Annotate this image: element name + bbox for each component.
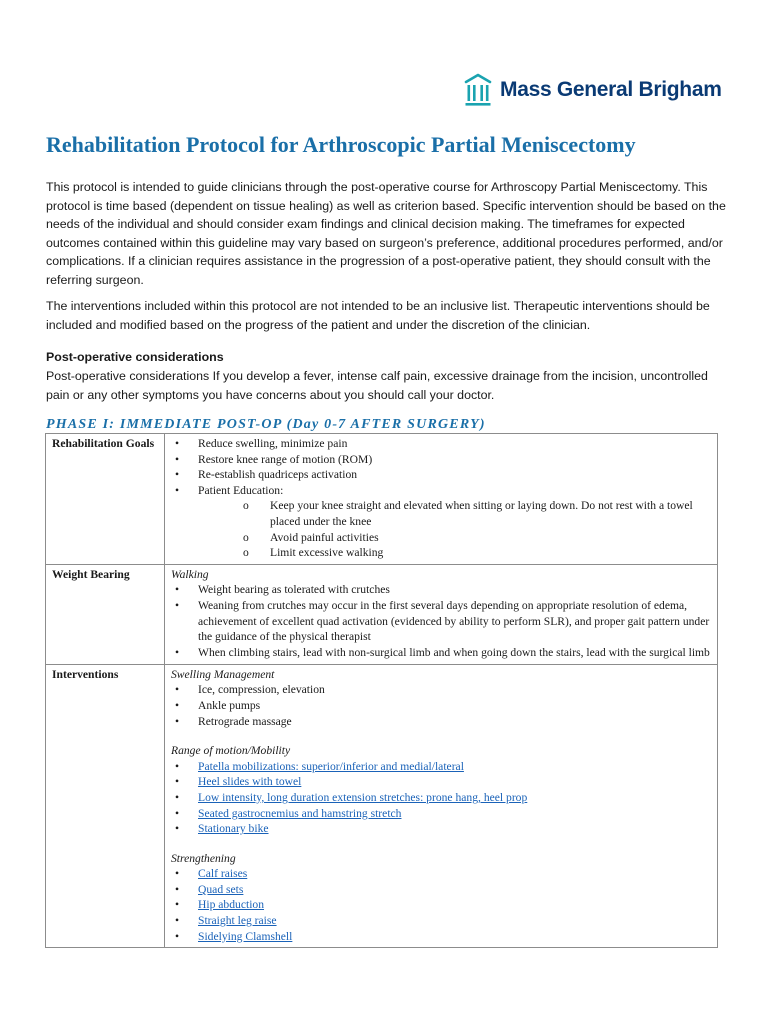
list-item [171, 866, 713, 882]
list-item: • Reduce swelling, minimize pain [171, 436, 713, 452]
list-item: • Retrograde massage [171, 714, 713, 730]
list-item [171, 913, 713, 929]
link-sidelying-clamshell[interactable]: Sidelying Clamshell [198, 929, 293, 943]
subheading-swelling: Swelling Management [171, 667, 275, 681]
subheading-walking: Walking [171, 567, 209, 581]
link-gastrocnemius-hamstring-stretch[interactable]: Seated gastrocnemius and hamstring stretch [198, 806, 402, 820]
phase-1-heading: PHASE I: IMMEDIATE POST-OP (Day 0-7 AFTER SURGERY) [46, 417, 486, 432]
weight-bearing-list [171, 582, 713, 660]
education-label: Patient Education: [198, 483, 284, 497]
link-extension-stretches[interactable]: Low intensity, long duration extension stretches: prone hang, heel prop [198, 790, 528, 804]
list-item: • When climbing stairs, lead with non-surgical limb and when going down the stairs, lead with the surgical limb [171, 645, 713, 661]
intro-paragraph: This protocol is intended to guide clinicians through the post-operative course for Arthroscopy Partial Meniscectomy. This protocol is time based (dependent on tissue healing) as well as criterion based. Specific intervention should be based on the needs of the individual and should consider exam findings and clinical decision making. The timeframes for expected outcomes contained within this guideline may vary based on surgeon’s preference, additional procedures performed, and/or complications. If a clinician requires assistance in the progression of a post-operative patient, they should consult with the referring surgeon. [46, 180, 726, 287]
list-item-education [171, 483, 713, 561]
list-item: • Weaning from crutches may occur in the first several days depending on appropriate resolution of edema, achievement of excellent quad activation (evidenced by ability to perform SLR), and proper gait pattern under the guidance of the physical therapist [171, 598, 713, 645]
considerations-body: Post-operative considerations If you develop a fever, intense calf pain, excessive drainage from the incision, uncontrolled pain or any other symptoms you have concerns about you should call your doctor. [46, 369, 708, 402]
strengthening-list [171, 866, 713, 944]
list-item [171, 759, 713, 775]
list-item: • Ankle pumps [171, 698, 713, 714]
link-calf-raises[interactable]: Calf raises [198, 867, 248, 881]
sublist-item: o Keep your knee straight and elevated when sitting or laying down. Do not rest with a towel placed under the knee [198, 498, 713, 529]
list-item: • Restore knee range of motion (ROM) [171, 452, 713, 468]
interventions-note: The interventions included within this protocol are not intended to be an inclusive list. Therapeutic interventions should be included and modified based on the progress of the patient and under the discretion of the clinician. [46, 299, 710, 332]
subheading-strengthening: Strengthening [171, 851, 236, 865]
list-item [171, 897, 713, 913]
list-item: • Re-establish quadriceps activation [171, 467, 713, 483]
table-row-weight-bearing [46, 564, 718, 664]
subheading-rom: Range of motion/Mobility [171, 744, 291, 758]
list-item: • Weight bearing as tolerated with crutches [171, 582, 713, 598]
row-label-goals: Rehabilitation Goals [46, 434, 165, 565]
table-row-goals [46, 434, 718, 565]
spacer [171, 837, 713, 851]
list-item [171, 929, 713, 945]
sublist-item: o Avoid painful activities [198, 530, 713, 546]
goals-content [165, 434, 718, 565]
goals-list [171, 436, 713, 561]
list-item [171, 882, 713, 898]
list-item [171, 774, 713, 790]
phase-1-table [45, 433, 718, 948]
building-columns-icon [464, 73, 492, 107]
spacer [171, 729, 713, 743]
list-item: • Ice, compression, elevation [171, 682, 713, 698]
list-item [171, 790, 713, 806]
link-stationary-bike[interactable]: Stationary bike [198, 822, 269, 836]
considerations-heading: Post-operative considerations [46, 350, 224, 364]
brand-logo [464, 72, 722, 108]
swelling-list [171, 682, 713, 729]
page-title: Rehabilitation Protocol for Arthroscopic Partial Meniscectomy [46, 132, 636, 157]
weight-bearing-content [165, 564, 718, 664]
row-label-interventions: Interventions [46, 664, 165, 948]
link-straight-leg-raise[interactable]: Straight leg raise [198, 914, 277, 928]
link-patella-mobilizations[interactable]: Patella mobilizations: superior/inferior and medial/lateral [198, 759, 464, 773]
list-item [171, 821, 713, 837]
sublist-item: o Limit excessive walking [198, 545, 713, 561]
row-label-weight-bearing: Weight Bearing [46, 564, 165, 664]
interventions-content [165, 664, 718, 948]
list-item [171, 806, 713, 822]
link-heel-slides[interactable]: Heel slides with towel [198, 775, 302, 789]
table-row-interventions [46, 664, 718, 948]
rom-list [171, 759, 713, 837]
brand-name: Mass General Brigham [500, 78, 722, 101]
link-quad-sets[interactable]: Quad sets [198, 882, 244, 896]
link-hip-abduction[interactable]: Hip abduction [198, 898, 265, 912]
education-sublist [198, 498, 713, 560]
